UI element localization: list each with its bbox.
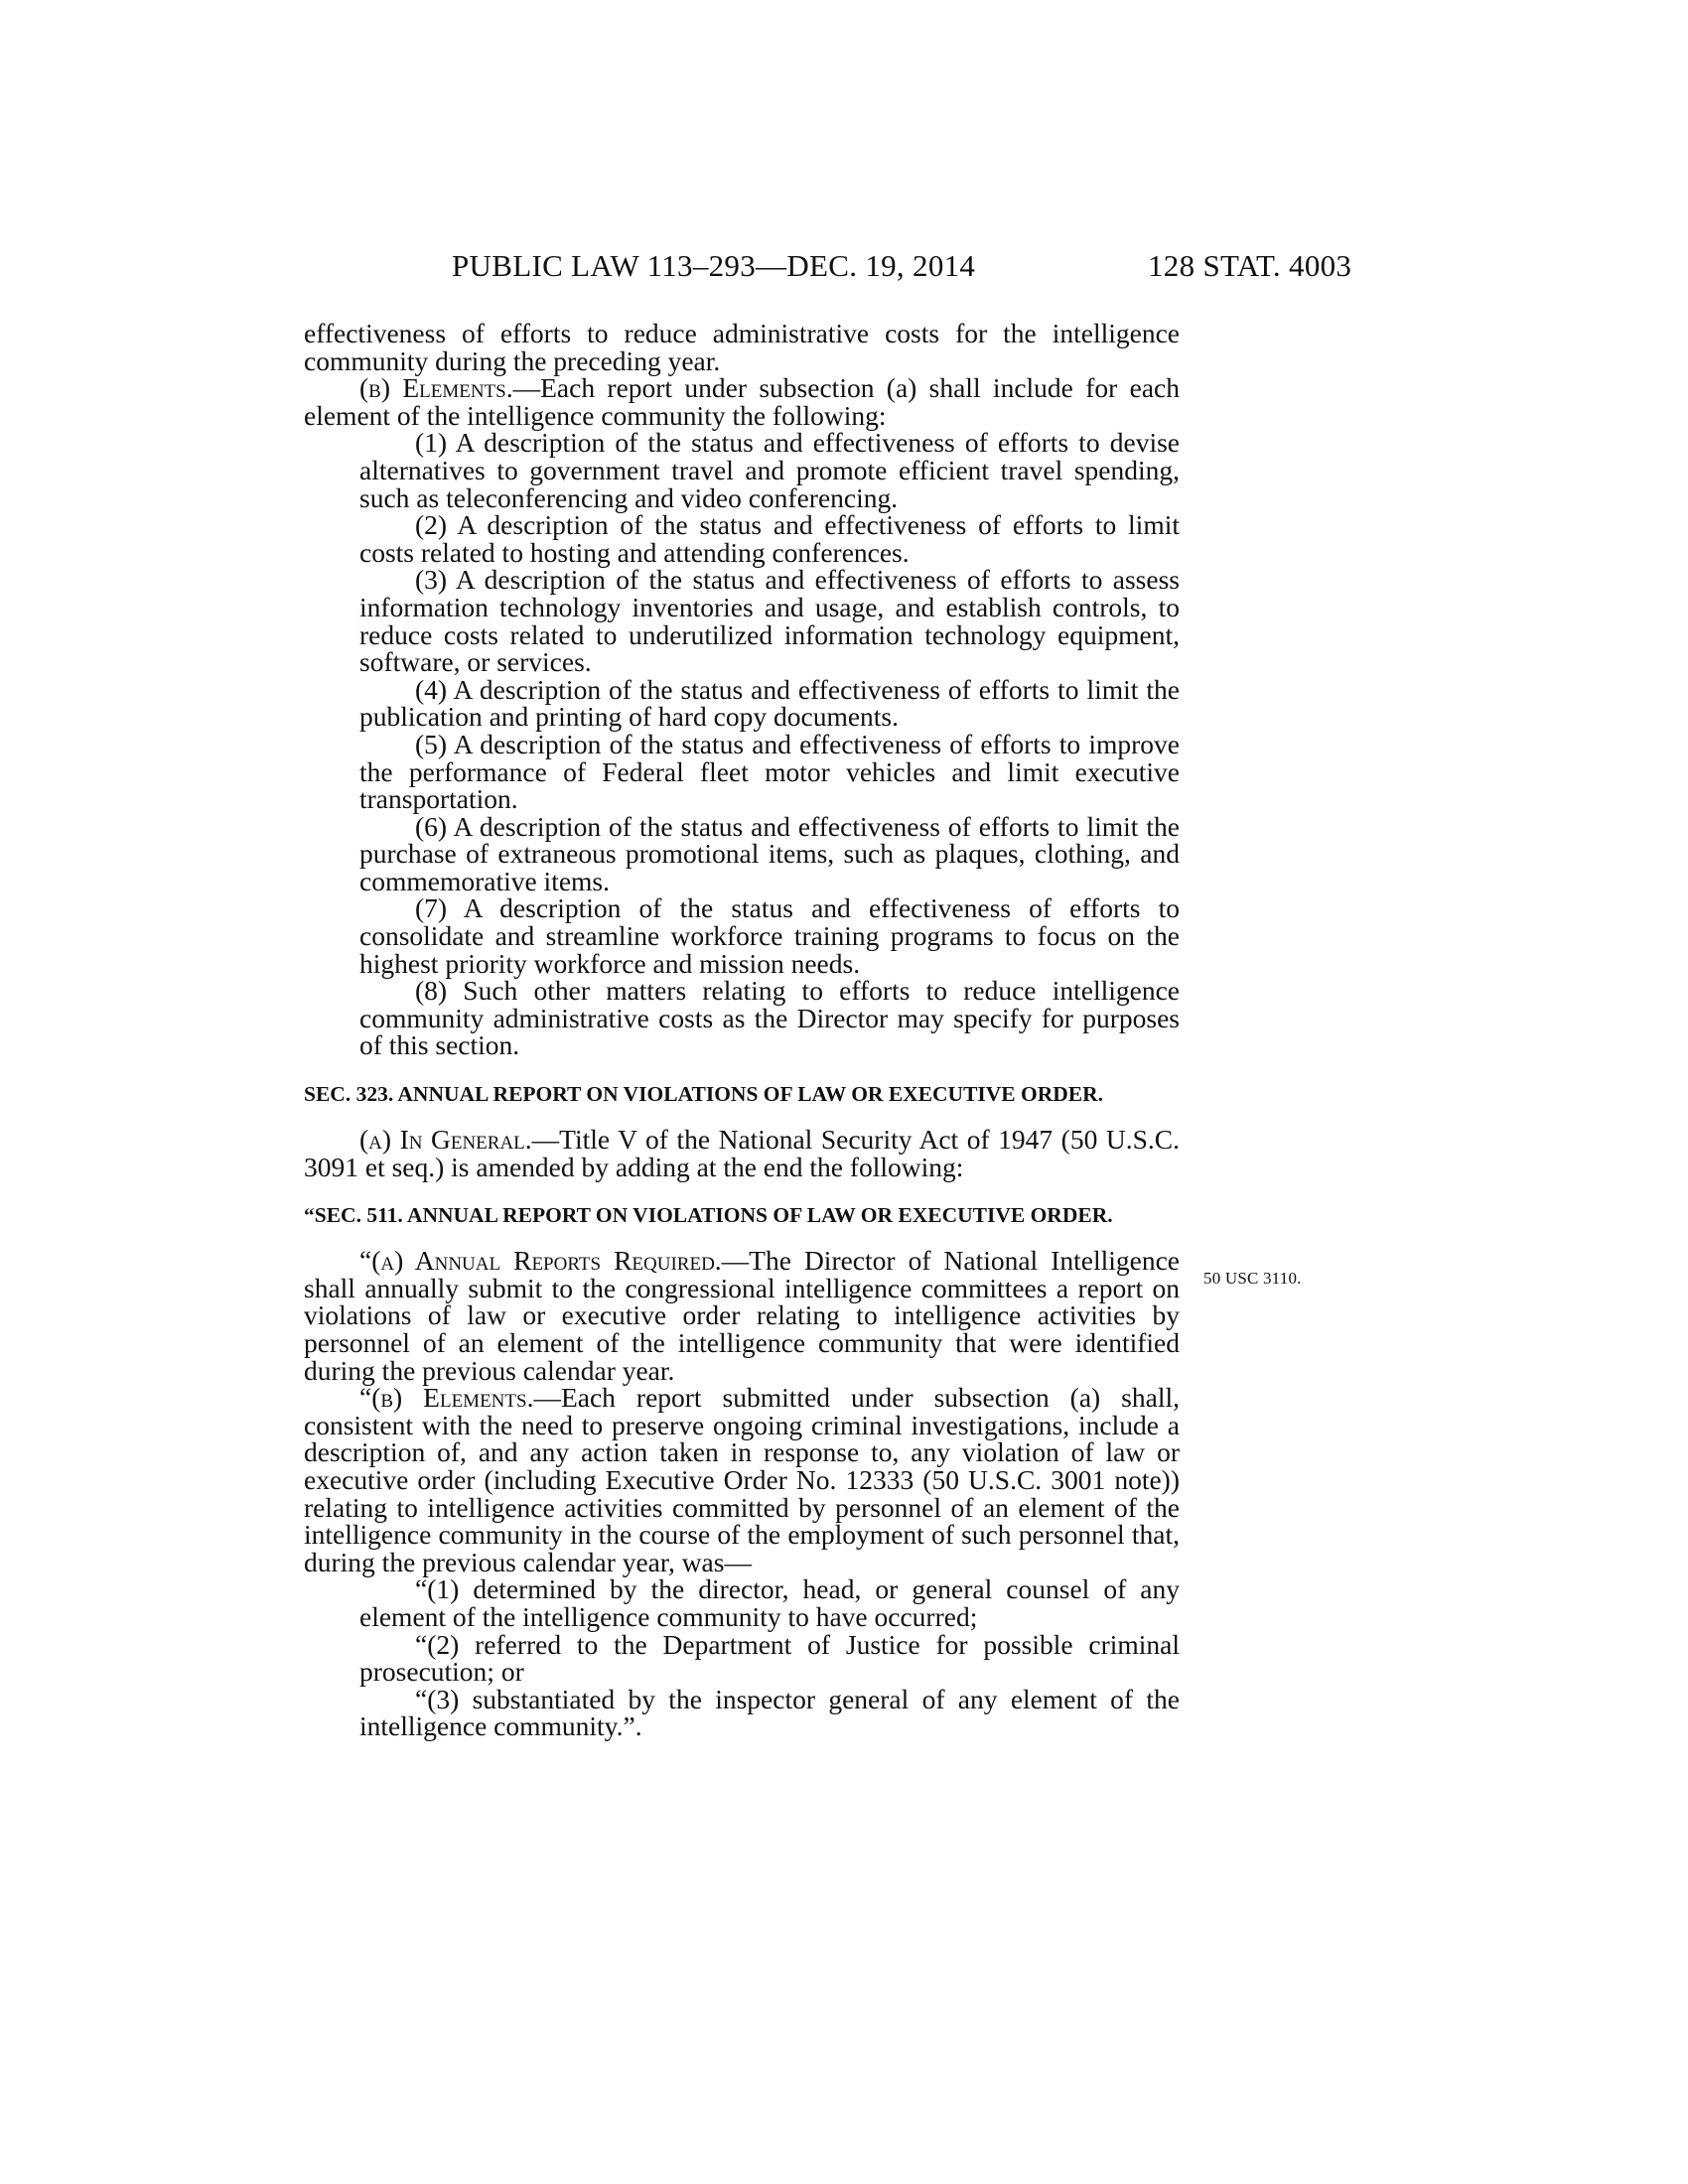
- list-item: (3) A description of the status and effectiveness of efforts to assess information technology inventories and usage, and establish controls, to reduce costs related to underutilized information technology equipment, software, or services.: [359, 564, 1180, 678]
- subsection-b: [304, 374, 1180, 429]
- continuation-paragraph: effectiveness of efforts to reduce administrative costs for the intelligence community during the preceding year.: [304, 318, 1180, 376]
- page-header-title: PUBLIC LAW 113–293—DEC. 19, 2014: [452, 248, 976, 283]
- list-item: (5) A description of the status and effectiveness of efforts to improve the performance of Federal fleet motor vehicles and limit executive transportation.: [359, 728, 1180, 815]
- subsection-b-label: (b) Elements.: [359, 372, 513, 404]
- section-511-b-label: “(b) Elements.: [359, 1382, 534, 1414]
- section-511-b-text: —Each report submitted under subsection (a) shall, consistent with the need to preserve ongoing criminal investigations, include a description of, and any action taken in response to, any violation of law or executive order (including Executive Order No. 12333 (50 U.S.C. 3001 note)) relating to intelligence activities committed by personnel of an element of the intelligence community in the course of the employment of such personnel that, during the previous calendar year, was—: [304, 1382, 1180, 1577]
- section-511-a-label: “(a) Annual Reports Required.: [359, 1245, 722, 1277]
- section-323-a-label: (a) In General.: [359, 1124, 532, 1156]
- list-item: (6) A description of the status and effectiveness of efforts to limit the purchase of extraneous promotional items, such as plaques, clothing, and commemorative items.: [359, 810, 1180, 896]
- section-511-subsection-b: [304, 1384, 1180, 1575]
- list-item: “(3) substantiated by the inspector general of any element of the intelligence community.”.: [359, 1683, 1180, 1742]
- list-item: (4) A description of the status and effectiveness of efforts to limit the publication and printing of hard copy documents.: [359, 673, 1180, 733]
- section-511-heading: “SEC. 511. ANNUAL REPORT ON VIOLATIONS OF LAW OR EXECUTIVE ORDER.: [304, 1203, 1113, 1228]
- list-item: “(1) determined by the director, head, or general counsel of any element of the intelligence community to have occurred;: [359, 1573, 1180, 1632]
- section-323-heading: SEC. 323. ANNUAL REPORT ON VIOLATIONS OF LAW OR EXECUTIVE ORDER.: [304, 1082, 1104, 1107]
- page-header-stat: 128 STAT. 4003: [1148, 248, 1352, 283]
- section-323-subsection-a: [304, 1126, 1180, 1180]
- section-323-a-text: —Title V of the National Security Act of 1947 (50 U.S.C. 3091 et seq.) is amended by adding at the end the following:: [304, 1124, 1180, 1182]
- subsection-b-text: —Each report under subsection (a) shall include for each element of the intelligence community the following:: [304, 372, 1180, 431]
- list-item: (1) A description of the status and effectiveness of efforts to devise alternatives to government travel and promote efficient travel spending, such as teleconferencing and video conferencing.: [359, 427, 1180, 513]
- list-item: “(2) referred to the Department of Justice for possible criminal prosecution; or: [359, 1628, 1180, 1688]
- section-511-subsection-a: [304, 1247, 1180, 1384]
- section-511-a-text: —The Director of National Intelligence shall annually submit to the congressional intelligence committees a report on violations of law or executive order relating to intelligence activities by personnel of an element of the intelligence community that were identified during the previous calendar year.: [304, 1245, 1181, 1386]
- margin-note-sec511: 50 USC 3110.: [1203, 1269, 1302, 1288]
- list-item: (7) A description of the status and effectiveness of efforts to consolidate and streamline workforce training programs to focus on the highest priority workforce and mission needs.: [359, 892, 1180, 979]
- document-body: [304, 320, 1180, 1740]
- list-item: (2) A description of the status and effectiveness of efforts to limit costs related to hosting and attending conferences.: [359, 509, 1180, 568]
- list-item: (8) Such other matters relating to efforts to reduce intelligence community administrative costs as the Director may specify for purposes of this section.: [359, 975, 1180, 1061]
